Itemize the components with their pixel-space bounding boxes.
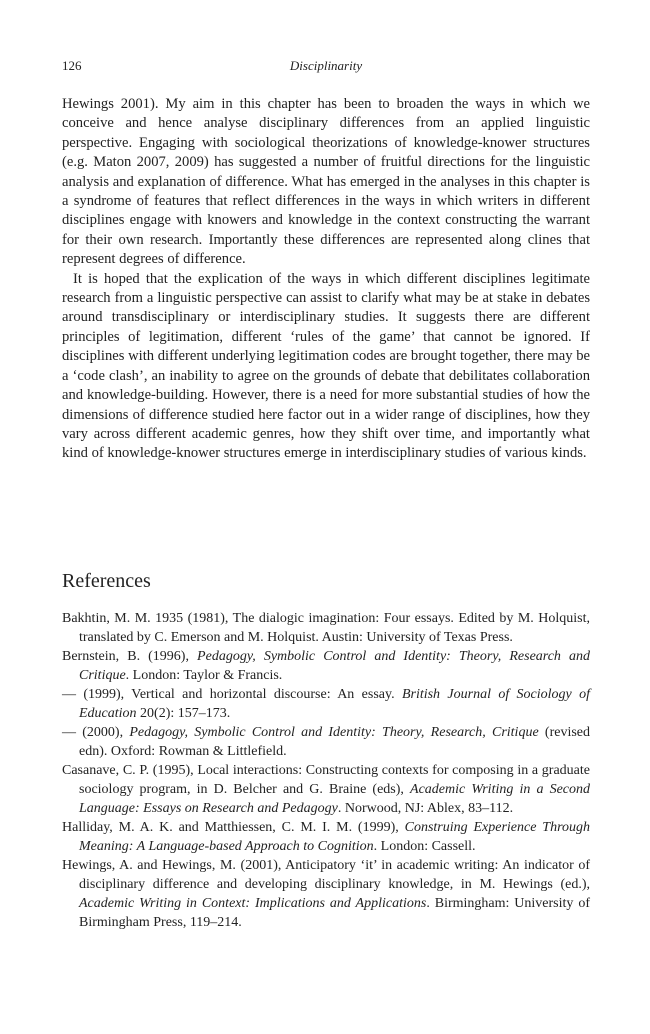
body-text xyxy=(62,95,590,464)
reference-item: Hewings, A. and Hewings, M. (2001), Anticipatory ‘it’ in academic writing: An indicator of disciplinary difference and developing disciplinary knowledge, in M. Hewings (ed.), Academic Writing in Context: Implications and Applications. Birmingham: University of Birmingham Press, 119–214. xyxy=(62,858,590,930)
reference-item: — (2000), Pedagogy, Symbolic Control and Identity: Theory, Research, Critique (revised edn). Oxford: Rowman & Littlefield. xyxy=(62,725,591,759)
page-number: 126 xyxy=(62,58,82,73)
reference-item: Halliday, M. A. K. and Matthiessen, C. M. I. M. (1999), Construing Experience Through Meaning: A Language-based Approach to Cognition. London: Cassell. xyxy=(62,820,590,854)
paragraph: Hewings 2001). My aim in this chapter has been to broaden the ways in which we conceive and hence analyse disciplinary differences from an applied linguistic perspective. Engaging with sociological theorizations of knowledge-knower structures (e.g. Maton 2007, 2009) has suggested a number of fruitful directions for the linguistic analysis and explanation of difference. What has emerged in the analyses in this chapter is a syndrome of features that reflect differences in the ways in which writers in different disciplines engage with knowers and knowledge in the context constructing the warrant for their own research. Importantly these differences are represented along clines that represent degrees of difference. xyxy=(62,96,590,268)
paragraph: It is hoped that the explication of the ways in which different disciplines legitimate research from a linguistic perspective can assist to clarify what may be at stake in debates around transdisciplinary or interdisciplinary studies. It suggests there are different principles of legitimation, different ‘rules of the game’ that cannot be ignored. If disciplines with different underlying legitimation codes are brought together, there may be a ‘code clash’, an inability to agree on the grounds of debate that debilitates collaboration and knowledge-building. However, there is a need for more substantial studies of how the dimensions of difference studied here factor out in a wider range of disciplines, how they vary across different academic genres, how they shift over time, and importantly what kind of knowledge-knower structures emerge in interdisciplinary studies of various kinds. xyxy=(62,270,590,462)
running-head xyxy=(62,58,590,78)
reference-item: — (1999), Vertical and horizontal discourse: An essay. British Journal of Sociology of Education 20(2): 157–173. xyxy=(62,687,591,721)
reference-item: Bernstein, B. (1996), Pedagogy, Symbolic Control and Identity: Theory, Research and Critique. London: Taylor & Francis. xyxy=(62,649,591,683)
reference-list xyxy=(62,609,590,932)
references-heading: References xyxy=(62,570,151,592)
reference-item: Casanave, C. P. (1995), Local interactions: Constructing contexts for composing in a graduate sociology program, in D. Belcher and G. Braine (eds), Academic Writing in a Second Language: Essays on Research and Pedagogy. Norwood, NJ: Ablex, 83–112. xyxy=(62,763,590,816)
running-title: Disciplinarity xyxy=(289,58,363,73)
reference-item: Bakhtin, M. M. 1935 (1981), The dialogic imagination: Four essays. Edited by M. Holquist, translated by C. Emerson and M. Holquist. Austin: University of Texas Press. xyxy=(62,611,590,645)
